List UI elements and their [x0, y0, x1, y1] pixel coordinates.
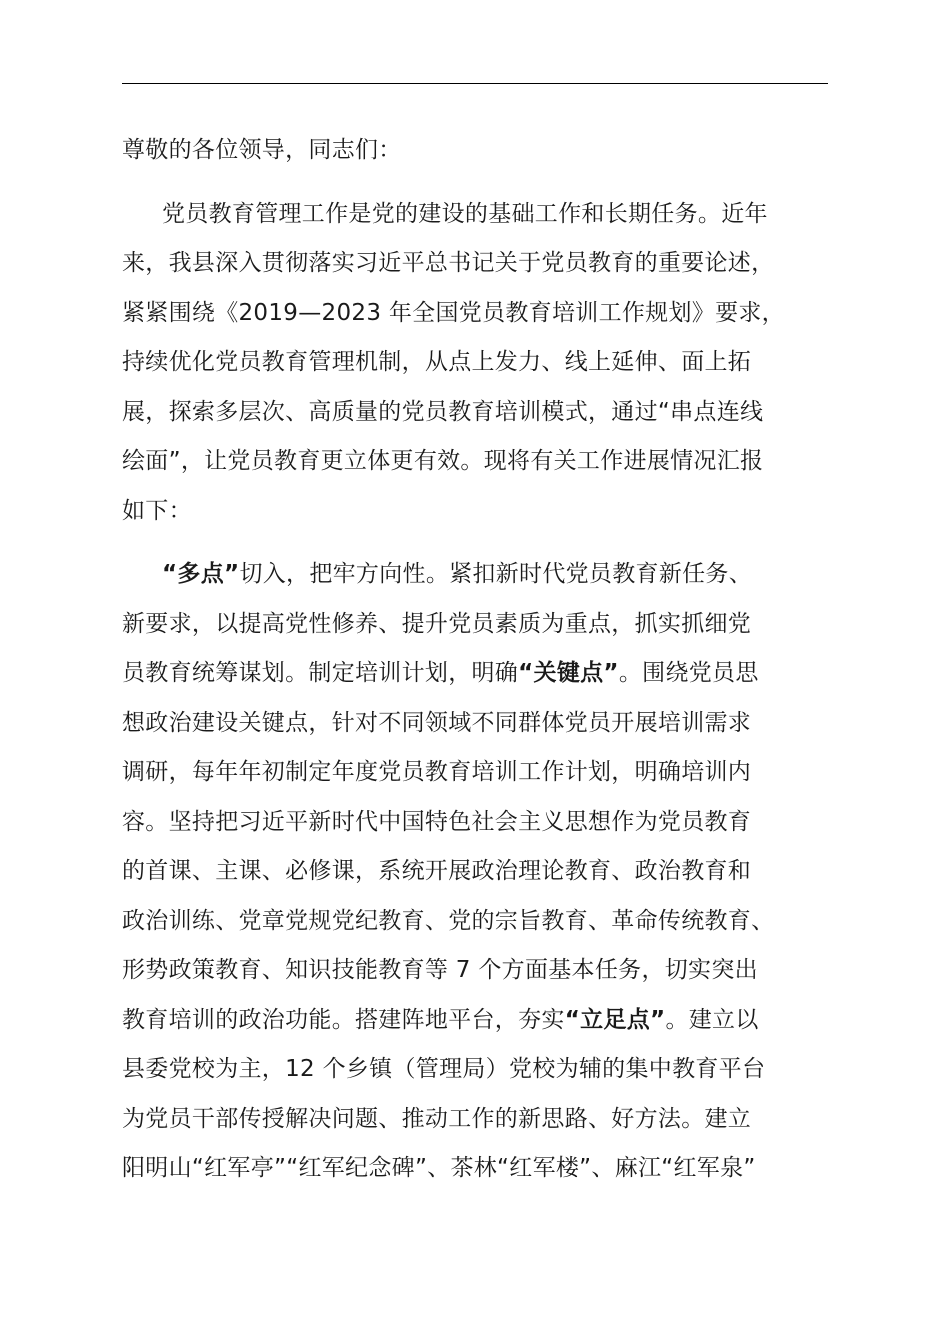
section-keyword: “立足点” [564, 1006, 666, 1033]
section-keyword: “关键点” [518, 660, 619, 686]
paragraph-line: 形势政策教育、知识技能教育等 7 个方面基本任务，切实突出 [122, 957, 758, 983]
paragraph-line: 为党员干部传授解决问题、推动工作的新思路、好方法。建立 [122, 1105, 752, 1132]
paragraph-line: 党员教育管理工作是党的建设的基础工作和长期任务。近年 [162, 200, 768, 227]
paragraph-line: 如下： [122, 497, 192, 524]
paragraph-line: 想政治建设关键点，针对不同领域不同群体党员开展培训需求 [122, 709, 752, 736]
paragraph-line: 的首课、主课、必修课，系统开展政治理论教育、政治教育和 [122, 858, 752, 884]
paragraph-line: 新要求，以提高党性修养、提升党员素质为重点，抓实抓细党 [122, 610, 752, 637]
paragraph-line: 持续优化党员教育管理机制，从点上发力、线上延伸、面上拓 [122, 349, 752, 375]
paragraph-text: 切入，把牢方向性。紧扣新时代党员教育新任务、 [239, 561, 753, 587]
paragraph-line: 绘面”，让党员教育更立体更有效。现将有关工作进展情况汇报 [122, 448, 764, 474]
paragraph-line: 紧紧围绕《2019—2023 年全国党员教育培训工作规划》要求， [122, 299, 785, 326]
paragraph-gap [122, 176, 842, 190]
header-rule [122, 83, 828, 84]
paragraph-line: 调研，每年年初制定年度党员教育培训工作计划，明确培训内 [122, 759, 752, 785]
paragraph-intro [122, 190, 842, 537]
paragraph-text: 教育培训的政治功能。搭建阵地平台，夯实 [122, 1006, 565, 1033]
paragraph-text: 员教育统筹谋划。制定培训计划，明确 [122, 660, 519, 686]
paragraph-line: 容。坚持把习近平新时代中国特色社会主义思想作为党员教育 [122, 808, 752, 835]
document-body [122, 126, 842, 1194]
salutation: 尊敬的各位领导，同志们： [122, 137, 402, 163]
paragraph-line: 县委党校为主，12 个乡镇（管理局）党校为辅的集中教育平台 [122, 1056, 766, 1082]
paragraph-multipoint [122, 550, 842, 1194]
paragraph-line: 来，我县深入贯彻落实习近平总书记关于党员教育的重要论述， [122, 250, 775, 276]
section-keyword: “多点” [162, 561, 240, 587]
paragraph-line [122, 996, 842, 1046]
paragraph-line: 展，探索多层次、高质量的党员教育培训模式，通过“串点连线 [122, 398, 764, 425]
paragraph-line: 阳明山“红军亭”“红军纪念碑”、茶林“红军楼”、麻江“红军泉” [122, 1155, 756, 1181]
paragraph-line: 政治训练、党章党规党纪教育、党的宗旨教育、革命传统教育、 [122, 907, 775, 934]
paragraph-text: 。围绕党员思 [618, 660, 759, 686]
paragraph-line [122, 649, 842, 699]
paragraph-gap [122, 536, 842, 550]
paragraph-text: 。建立以 [665, 1006, 759, 1033]
paragraph-line [122, 550, 842, 600]
